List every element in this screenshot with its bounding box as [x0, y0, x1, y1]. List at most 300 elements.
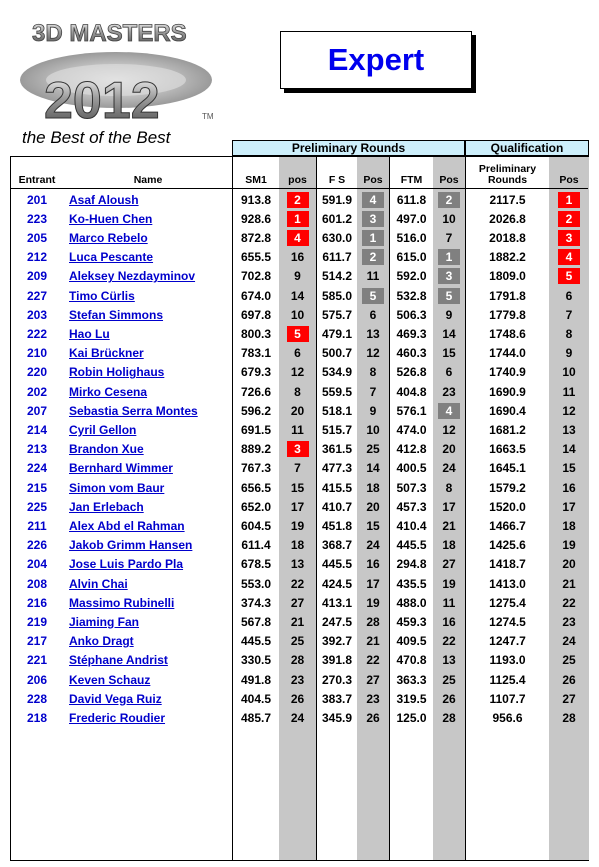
qual-pos: 24 [562, 634, 576, 649]
entrant-name-link-cell[interactable]: Frederic Roudier [69, 710, 166, 725]
qual-pos: 12 [562, 403, 576, 418]
ftm-pos-cell [433, 689, 465, 708]
ftm-pos: 11 [442, 595, 456, 610]
header-fs-pos: Pos [363, 174, 383, 186]
ftm-pos-cell [433, 420, 465, 439]
sm1-pos: 7 [294, 461, 301, 476]
ftm-pos-cell [433, 478, 465, 497]
ftm-pos-cell [433, 286, 465, 305]
entrant-name-link-cell[interactable]: Bernhard Wimmer [69, 461, 173, 476]
prelim-total-cell: 1882.2 [489, 250, 526, 265]
sm1-score-cell: 655.5 [240, 250, 272, 265]
sm1-pos-cell [279, 401, 316, 420]
sm1-score-cell: 726.6 [240, 384, 272, 399]
prelim-total-cell: 956.6 [492, 710, 523, 725]
fs-score-cell: 611.7 [322, 250, 352, 265]
fs-score-cell: 415.5 [321, 480, 353, 495]
fs-pos-cell [357, 689, 389, 708]
sm1-pos-cell [279, 382, 316, 401]
prelim-total-cell: 1690.4 [489, 403, 526, 418]
table-row [11, 324, 588, 343]
sm1-score-cell: 697.8 [240, 307, 272, 322]
ftm-pos: 18 [442, 538, 456, 553]
entrant-name-link-cell[interactable]: Jan Erlebach [69, 499, 144, 514]
qual-pos-cell [549, 324, 589, 343]
sm1-pos: 15 [290, 480, 305, 495]
sm1-pos: 19 [290, 518, 305, 533]
sm1-pos-cell [279, 363, 316, 382]
ftm-score-cell: 459.3 [396, 614, 427, 629]
ftm-score-cell: 125.0 [396, 710, 427, 725]
ftm-pos: 9 [445, 307, 453, 322]
fs-pos: 2 [362, 249, 384, 265]
prelim-total-cell: 1125.4 [489, 672, 526, 687]
header-ftm-pos: Pos [439, 174, 459, 186]
qual-pos-cell [549, 689, 589, 708]
entrant-name-link-cell[interactable]: Alvin Chai [69, 576, 128, 591]
fs-pos: 19 [366, 595, 380, 610]
ftm-score-cell: 457.3 [396, 499, 427, 514]
entrant-name-link-cell[interactable]: Ko-Huen Chen [69, 211, 153, 226]
entrant-name-link-cell[interactable]: Keven Schauz [69, 672, 151, 687]
sm1-pos-cell [279, 459, 316, 478]
fs-score-cell: 518.1 [321, 403, 353, 418]
qual-pos-cell [549, 363, 589, 382]
qual-pos-cell [549, 632, 589, 651]
sm1-pos-cell [279, 708, 316, 727]
ftm-pos: 15 [442, 346, 456, 361]
sm1-pos-cell [279, 574, 316, 593]
ftm-score-cell: 294.8 [396, 557, 427, 572]
entrant-number-cell: 215 [26, 480, 48, 495]
qual-pos-cell [549, 286, 589, 305]
table-row [11, 344, 588, 363]
sm1-pos-cell [279, 555, 316, 574]
ftm-score-cell: 435.5 [396, 576, 427, 591]
logo-text-year: 2012 [44, 72, 160, 130]
sm1-score-cell: 445.5 [240, 634, 272, 649]
table-row [11, 632, 588, 651]
qual-pos: 8 [565, 326, 573, 341]
ftm-pos: 22 [442, 634, 456, 649]
sm1-score-cell: 553.0 [240, 576, 272, 591]
prelim-total-cell: 1779.8 [489, 307, 526, 322]
sm1-pos: 16 [290, 250, 305, 265]
ftm-pos: 10 [442, 211, 456, 226]
qual-pos-cell [549, 574, 589, 593]
entrant-name-link-cell[interactable]: Marco Rebelo [69, 230, 148, 245]
ftm-pos: 27 [442, 557, 456, 572]
fs-pos-cell [357, 555, 389, 574]
sm1-pos-cell [279, 651, 316, 670]
fs-pos-cell [357, 382, 389, 401]
ftm-pos: 14 [442, 326, 456, 341]
qual-pos: 19 [562, 538, 576, 553]
sm1-pos: 12 [290, 365, 305, 380]
entrant-number-cell: 201 [26, 192, 48, 207]
qual-pos-cell [549, 459, 589, 478]
ftm-pos-cell [433, 459, 465, 478]
sm1-pos-cell [279, 478, 316, 497]
fs-pos-cell [357, 708, 389, 727]
entrant-number-cell: 203 [26, 307, 48, 322]
prelim-total-cell: 1744.0 [489, 346, 526, 361]
sm1-pos-cell [279, 228, 316, 247]
sm1-pos: 13 [290, 557, 305, 572]
prelim-total-cell: 1809.0 [489, 269, 526, 284]
ftm-score-cell: 474.0 [396, 422, 427, 437]
prelim-total-cell: 1740.9 [489, 365, 526, 380]
entrant-name-link-cell[interactable]: Luca Pescante [69, 250, 154, 265]
header-fs: F S [328, 174, 346, 186]
entrant-name-link-cell[interactable]: Cyril Gellon [69, 422, 137, 437]
qual-pos-cell [549, 516, 589, 535]
fs-score-cell: 410.7 [321, 499, 353, 514]
ftm-score-cell: 445.5 [396, 538, 427, 553]
prelim-total-cell: 1681.2 [489, 422, 526, 437]
fs-pos: 7 [369, 384, 377, 399]
table-row [11, 689, 588, 708]
sm1-pos-cell [279, 324, 316, 343]
qual-pos: 4 [558, 249, 580, 265]
ftm-pos-cell [433, 708, 465, 727]
entrant-name-link-cell[interactable]: Brandon Xue [69, 442, 144, 457]
fs-pos-cell [357, 324, 389, 343]
qual-pos-cell [549, 420, 589, 439]
fs-pos-cell [357, 593, 389, 612]
fs-score-cell: 270.3 [321, 672, 353, 687]
fs-pos: 21 [366, 634, 380, 649]
ftm-pos-cell [433, 440, 465, 459]
qual-pos-cell [549, 440, 589, 459]
results-table [10, 156, 589, 861]
entrant-number-cell: 210 [26, 346, 48, 361]
fs-pos-cell [357, 305, 389, 324]
qual-pos-cell [549, 555, 589, 574]
table-row [11, 305, 588, 324]
prelim-total-cell: 1645.1 [489, 461, 526, 476]
sm1-score-cell: 678.5 [240, 557, 272, 572]
sm1-pos: 2 [287, 192, 309, 208]
entrant-name-link-cell[interactable]: Simon vom Baur [69, 480, 165, 495]
entrant-name-link-cell[interactable]: Asaf Aloush [69, 192, 139, 207]
qual-pos: 5 [558, 268, 580, 284]
sm1-score-cell: 800.3 [240, 326, 272, 341]
ftm-score-cell: 532.8 [396, 288, 427, 303]
sm1-pos-cell [279, 497, 316, 516]
entrant-name-link-cell[interactable]: Aleksey Nezdayminov [69, 269, 196, 284]
prelim-total-cell: 1274.5 [489, 614, 526, 629]
entrant-number-cell: 206 [26, 672, 48, 687]
fs-score-cell: 451.8 [321, 518, 353, 533]
fs-pos-cell [357, 612, 389, 631]
entrant-name-link-cell[interactable]: Massimo Rubinelli [69, 595, 175, 610]
qual-pos-cell [549, 382, 589, 401]
fs-score-cell: 413.1 [321, 595, 353, 610]
prelim-total-cell: 2026.8 [489, 211, 526, 226]
sm1-pos: 24 [290, 710, 305, 725]
prelim-total-cell: 2018.8 [489, 230, 526, 245]
sm1-pos: 27 [290, 595, 305, 610]
ftm-pos: 3 [438, 268, 460, 284]
sm1-pos: 4 [287, 230, 309, 246]
table-row [11, 651, 588, 670]
ftm-pos-cell [433, 593, 465, 612]
ftm-score-cell: 400.5 [396, 461, 427, 476]
ftm-pos: 1 [438, 249, 460, 265]
entrant-number-cell: 213 [26, 442, 48, 457]
fs-pos-cell [357, 190, 389, 209]
entrant-name-link-cell[interactable]: Jose Luis Pardo Pla [69, 557, 184, 572]
fs-score-cell: 445.5 [321, 557, 353, 572]
ftm-pos-cell [433, 363, 465, 382]
qual-pos-cell [549, 612, 589, 631]
sm1-pos-cell [279, 209, 316, 228]
fs-score-cell: 247.5 [321, 614, 353, 629]
sm1-pos-cell [279, 286, 316, 305]
entrant-number-cell: 205 [26, 230, 48, 245]
entrant-number-cell: 212 [26, 250, 48, 265]
sm1-pos-cell [279, 612, 316, 631]
sm1-pos: 8 [294, 384, 301, 399]
prelim-total-cell: 1247.7 [489, 634, 526, 649]
fs-pos: 9 [369, 403, 377, 418]
entrant-number-cell: 208 [26, 576, 48, 591]
table-row [11, 248, 588, 267]
fs-pos: 27 [366, 672, 380, 687]
fs-pos-cell [357, 363, 389, 382]
fs-pos-cell [357, 459, 389, 478]
qual-pos-cell [549, 305, 589, 324]
fs-pos: 11 [366, 269, 380, 284]
ftm-pos-cell [433, 344, 465, 363]
ftm-pos-cell [433, 267, 465, 286]
qual-pos: 3 [558, 230, 580, 246]
qual-pos: 17 [562, 499, 576, 514]
sm1-pos-cell [279, 440, 316, 459]
ftm-pos-cell [433, 536, 465, 555]
qual-pos: 10 [562, 365, 576, 380]
entrant-number-cell: 207 [26, 403, 48, 418]
fs-pos-cell [357, 536, 389, 555]
fs-score-cell: 477.3 [321, 461, 353, 476]
entrant-name-link-cell[interactable]: Hao Lu [69, 326, 110, 341]
sm1-pos-cell [279, 344, 316, 363]
ftm-score-cell: 592.0 [396, 269, 427, 284]
ftm-pos-cell [433, 248, 465, 267]
entrant-name-link-cell[interactable]: Kai Brückner [69, 346, 144, 361]
prelim-total-cell: 1791.8 [489, 288, 526, 303]
fs-pos-cell [357, 248, 389, 267]
table-row [11, 593, 588, 612]
ftm-pos: 20 [442, 442, 456, 457]
sm1-score-cell: 567.8 [240, 614, 272, 629]
qual-pos: 28 [562, 710, 576, 725]
sm1-pos: 6 [294, 346, 301, 361]
entrant-number-cell: 202 [26, 384, 48, 399]
qual-pos: 11 [562, 384, 576, 399]
sm1-pos: 14 [290, 288, 305, 303]
fs-pos: 15 [366, 518, 380, 533]
ftm-score-cell: 319.5 [396, 691, 427, 706]
sm1-score-cell: 702.8 [240, 269, 272, 284]
fs-pos-cell [357, 670, 389, 689]
entrant-name-link-cell[interactable]: Anko Dragt [69, 634, 134, 649]
table-row [11, 382, 588, 401]
table-row [11, 228, 588, 247]
qual-pos-cell [549, 190, 589, 209]
entrant-number-cell: 226 [26, 538, 48, 553]
qual-pos: 21 [562, 576, 576, 591]
fs-pos-cell [357, 632, 389, 651]
table-row [11, 420, 588, 439]
fs-score-cell: 514.2 [321, 269, 353, 284]
header-entrant: Entrant [18, 174, 56, 186]
fs-pos-cell [357, 344, 389, 363]
ftm-pos: 25 [442, 672, 456, 687]
qual-pos: 23 [562, 614, 576, 629]
fs-pos-cell [357, 267, 389, 286]
fs-pos: 12 [366, 346, 380, 361]
prelim-total-cell: 1748.6 [489, 326, 526, 341]
ftm-score-cell: 412.8 [396, 442, 427, 457]
entrant-number-cell: 225 [26, 499, 48, 514]
qual-pos: 14 [562, 442, 576, 457]
sm1-score-cell: 491.8 [240, 672, 272, 687]
entrant-name-link-cell[interactable]: Jiaming Fan [69, 614, 140, 629]
sm1-score-cell: 656.5 [240, 480, 272, 495]
entrant-name-link-cell[interactable]: Stéphane Andrist [69, 653, 168, 668]
table-row [11, 440, 588, 459]
entrant-number-cell: 227 [26, 288, 48, 303]
fs-score-cell: 424.5 [321, 576, 353, 591]
sm1-pos-cell [279, 267, 316, 286]
fs-pos: 16 [366, 557, 380, 572]
fs-pos: 5 [362, 288, 384, 304]
fs-score-cell: 591.9 [321, 192, 353, 207]
fs-pos: 13 [366, 326, 380, 341]
header-ftm: FTM [400, 174, 423, 186]
ftm-pos-cell [433, 190, 465, 209]
fs-pos: 1 [362, 230, 384, 246]
sm1-score-cell: 611.4 [241, 538, 271, 553]
qual-pos: 25 [562, 653, 576, 668]
fs-pos-cell [357, 651, 389, 670]
fs-score-cell: 515.7 [321, 422, 353, 437]
table-row [11, 574, 588, 593]
table-row [11, 708, 588, 727]
table-row [11, 536, 588, 555]
header-divider [11, 188, 588, 189]
qual-pos-cell [549, 248, 589, 267]
fs-pos-cell [357, 440, 389, 459]
ftm-pos: 17 [442, 499, 456, 514]
sm1-pos-cell [279, 593, 316, 612]
entrant-number-cell: 222 [26, 326, 48, 341]
prelim-total-cell: 1690.9 [489, 384, 526, 399]
table-row [11, 612, 588, 631]
entrant-name-link-cell[interactable]: Alex Abd el Rahman [69, 518, 185, 533]
sm1-score-cell: 330.5 [240, 653, 272, 668]
ftm-score-cell: 469.3 [396, 326, 427, 341]
ftm-score-cell: 506.3 [396, 307, 427, 322]
table-row [11, 267, 588, 286]
fs-pos: 10 [366, 422, 380, 437]
sm1-pos: 28 [290, 653, 305, 668]
ftm-pos: 26 [442, 691, 456, 706]
sm1-score-cell: 679.3 [240, 365, 272, 380]
entrant-name-link-cell[interactable]: Mirko Cesena [69, 384, 148, 399]
ftm-pos-cell [433, 632, 465, 651]
sm1-score-cell: 889.2 [240, 442, 272, 457]
qual-pos-cell [549, 497, 589, 516]
group-header-preliminary: Preliminary Rounds [232, 140, 465, 156]
ftm-score-cell: 409.5 [396, 634, 427, 649]
ftm-pos: 13 [442, 653, 456, 668]
qual-pos: 18 [562, 518, 576, 533]
fs-pos: 14 [366, 461, 380, 476]
fs-score-cell: 345.9 [321, 710, 353, 725]
sm1-score-cell: 374.3 [240, 595, 272, 610]
prelim-total-cell: 1466.7 [489, 518, 526, 533]
qual-pos-cell [549, 536, 589, 555]
prelim-total-cell: 1579.2 [489, 480, 526, 495]
sm1-score-cell: 485.7 [240, 710, 272, 725]
ftm-score-cell: 404.8 [396, 384, 427, 399]
qual-pos: 9 [565, 346, 573, 361]
fs-pos: 8 [369, 365, 377, 380]
entrant-name-link-cell[interactable]: Timo Cürlis [69, 288, 135, 303]
sm1-pos: 3 [287, 441, 309, 457]
entrant-number-cell: 220 [26, 365, 48, 380]
fs-score-cell: 392.7 [321, 634, 353, 649]
table-row [11, 516, 588, 535]
entrant-number-cell: 228 [26, 691, 48, 706]
header-name: Name [133, 174, 163, 186]
ftm-pos-cell [433, 382, 465, 401]
fs-score-cell: 391.8 [321, 653, 353, 668]
prelim-total-cell: 1413.0 [489, 576, 526, 591]
header-qual-pos: Pos [559, 174, 579, 186]
sm1-pos-cell [279, 632, 316, 651]
header-prelim-rounds: Preliminary Rounds [478, 163, 537, 186]
ftm-score-cell: 460.3 [396, 346, 427, 361]
table-row [11, 190, 588, 209]
sm1-score-cell: 652.0 [240, 499, 272, 514]
ftm-pos: 28 [442, 710, 456, 725]
ftm-pos-cell [433, 401, 465, 420]
entrant-number-cell: 211 [27, 518, 47, 533]
sm1-score-cell: 691.5 [240, 422, 272, 437]
fs-score-cell: 585.0 [321, 288, 353, 303]
group-header-qualification: Qualification [465, 140, 589, 156]
entrant-name-link-cell[interactable]: Stefan Simmons [69, 307, 164, 322]
entrant-number-cell: 209 [26, 269, 48, 284]
sm1-pos: 26 [290, 691, 305, 706]
ftm-pos-cell [433, 497, 465, 516]
entrant-name-link-cell[interactable]: Robin Holighaus [69, 365, 165, 380]
qual-pos: 15 [562, 461, 576, 476]
sm1-pos: 10 [290, 307, 305, 322]
fs-score-cell: 630.0 [321, 230, 353, 245]
table-row [11, 670, 588, 689]
entrant-name-link-cell[interactable]: Jakob Grimm Hansen [69, 538, 193, 553]
entrant-name-link-cell[interactable]: David Vega Ruiz [69, 691, 162, 706]
fs-score-cell: 383.7 [321, 691, 353, 706]
entrant-name-link-cell[interactable]: Sebastia Serra Montes [69, 403, 198, 418]
qual-pos-cell [549, 228, 589, 247]
ftm-score-cell: 410.4 [396, 518, 427, 533]
